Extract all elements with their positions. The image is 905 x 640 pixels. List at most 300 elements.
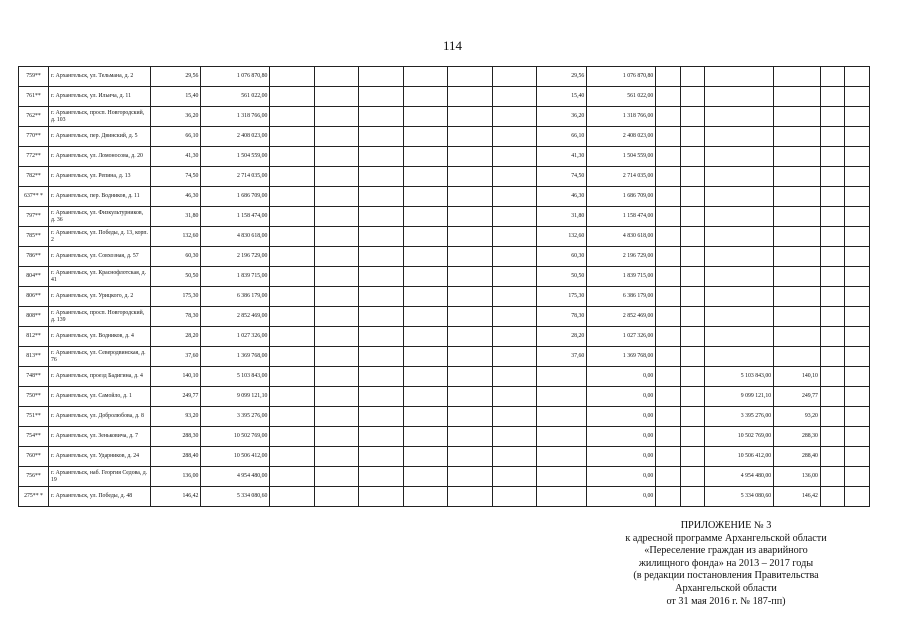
dash-cell [656,127,680,147]
dash-cell [448,227,492,247]
dash-cell [492,187,536,207]
cost-purchase-cell: 10 506 412,00 [705,447,774,467]
dash-cell [359,147,403,167]
area-total-cell: 93,20 [151,407,201,427]
area-total-cell: 146,42 [151,487,201,507]
area-resettlement-cell: 28,20 [537,327,587,347]
dash-cell [820,167,844,187]
dash-cell [270,407,314,427]
dash-cell [403,167,447,187]
dash-cell [820,447,844,467]
cost-resettlement-cell: 0,00 [587,427,656,447]
dash-cell [845,467,870,487]
area-purchase-cell [774,227,821,247]
dash-cell [656,87,680,107]
area-purchase-cell: 136,00 [774,467,821,487]
dash-cell [492,127,536,147]
cost-resettlement-cell: 561 022,00 [587,87,656,107]
dash-cell [492,167,536,187]
dash-cell [656,367,680,387]
cost-total-cell: 5 103 843,00 [201,367,270,387]
cost-purchase-cell [705,87,774,107]
table-row [19,207,870,227]
area-purchase-cell [774,107,821,127]
dash-cell [270,427,314,447]
dash-cell [403,247,447,267]
dash-cell [656,107,680,127]
dash-cell [820,87,844,107]
table-row [19,447,870,467]
address-cell: г. Архангельск, ул. Водников, д. 4 [49,327,151,347]
dash-cell [680,107,704,127]
dash-cell [656,387,680,407]
row-number-cell: 782** [19,167,49,187]
area-total-cell: 78,30 [151,307,201,327]
cost-resettlement-cell: 1 504 559,00 [587,147,656,167]
dash-cell [314,87,358,107]
cost-purchase-cell: 5 334 080,60 [705,487,774,507]
cost-total-cell: 3 395 276,00 [201,407,270,427]
dash-cell [820,387,844,407]
area-purchase-cell [774,147,821,167]
dash-cell [845,367,870,387]
dash-cell [845,107,870,127]
dash-cell [656,67,680,87]
dash-cell [680,167,704,187]
dash-cell [448,347,492,367]
dash-cell [820,247,844,267]
dash-cell [492,367,536,387]
dash-cell [656,427,680,447]
dash-cell [680,187,704,207]
area-resettlement-cell: 66,10 [537,127,587,147]
cost-purchase-cell [705,247,774,267]
address-cell: г. Архангельск, наб. Георгия Седова, д. 19 [49,467,151,487]
cost-total-cell: 9 099 121,10 [201,387,270,407]
dash-cell [359,187,403,207]
dash-cell [680,447,704,467]
dash-cell [359,307,403,327]
address-cell: г. Архангельск, ул. Тельмана, д. 2 [49,67,151,87]
dash-cell [680,307,704,327]
dash-cell [314,287,358,307]
area-resettlement-cell [537,487,587,507]
appendix-line: от 31 мая 2016 г. № 187-пп) [666,595,786,607]
cost-resettlement-cell: 6 386 179,00 [587,287,656,307]
dash-cell [359,167,403,187]
cost-resettlement-cell: 1 839 715,00 [587,267,656,287]
dash-cell [845,127,870,147]
dash-cell [403,107,447,127]
area-total-cell: 41,30 [151,147,201,167]
appendix-line: жилищного фонда» на 2013 – 2017 годы [638,557,814,569]
address-cell: г. Архангельск, ул. Победы, д. 13, корп. 2 [49,227,151,247]
dash-cell [448,67,492,87]
dash-cell [359,227,403,247]
dash-cell [845,87,870,107]
cost-total-cell: 2 714 035,00 [201,167,270,187]
cost-resettlement-cell: 1 027 326,00 [587,327,656,347]
dash-cell [656,167,680,187]
dash-cell [680,347,704,367]
dash-cell [492,327,536,347]
area-total-cell: 175,30 [151,287,201,307]
dash-cell [680,487,704,507]
dash-cell [403,307,447,327]
area-purchase-cell: 288,30 [774,427,821,447]
table-row [19,427,870,447]
dash-cell [820,427,844,447]
area-purchase-cell: 288,40 [774,447,821,467]
dash-cell [492,207,536,227]
address-cell: г. Архангельск, ул. Добролюбова, д. 8 [49,407,151,427]
address-cell: г. Архангельск, ул. Ломоносова, д. 20 [49,147,151,167]
dash-cell [270,267,314,287]
table-row [19,307,870,327]
dash-cell [270,307,314,327]
area-resettlement-cell: 50,50 [537,267,587,287]
area-resettlement-cell: 175,30 [537,287,587,307]
row-number-cell: 772** [19,147,49,167]
dash-cell [845,427,870,447]
area-total-cell: 288,40 [151,447,201,467]
dash-cell [359,407,403,427]
cost-purchase-cell [705,307,774,327]
dash-cell [314,447,358,467]
dash-cell [448,127,492,147]
cost-purchase-cell [705,327,774,347]
cost-resettlement-cell: 0,00 [587,487,656,507]
dash-cell [820,187,844,207]
dash-cell [680,127,704,147]
area-total-cell: 37,60 [151,347,201,367]
dash-cell [448,407,492,427]
cost-total-cell: 1 686 709,00 [201,187,270,207]
dash-cell [403,127,447,147]
area-resettlement-cell: 74,50 [537,167,587,187]
dash-cell [314,367,358,387]
cost-resettlement-cell: 2 852 469,00 [587,307,656,327]
dash-cell [845,307,870,327]
area-total-cell: 288,30 [151,427,201,447]
cost-purchase-cell [705,347,774,367]
dash-cell [492,447,536,467]
dash-cell [845,447,870,467]
dash-cell [314,327,358,347]
dash-cell [656,267,680,287]
table-row [19,67,870,87]
row-number-cell: 750** [19,387,49,407]
dash-cell [448,107,492,127]
cost-purchase-cell: 5 103 843,00 [705,367,774,387]
cost-resettlement-cell: 1 076 870,80 [587,67,656,87]
dash-cell [820,487,844,507]
cost-resettlement-cell: 1 158 474,00 [587,207,656,227]
dash-cell [314,67,358,87]
table-row [19,387,870,407]
dash-cell [403,267,447,287]
dash-cell [270,147,314,167]
area-purchase-cell: 146,42 [774,487,821,507]
dash-cell [492,407,536,427]
area-total-cell: 249,77 [151,387,201,407]
dash-cell [492,287,536,307]
row-number-cell: 808** [19,307,49,327]
cost-purchase-cell [705,187,774,207]
dash-cell [403,207,447,227]
dash-cell [845,227,870,247]
dash-cell [359,247,403,267]
dash-cell [845,267,870,287]
dash-cell [820,267,844,287]
dash-cell [820,307,844,327]
dash-cell [359,267,403,287]
area-resettlement-cell: 36,20 [537,107,587,127]
dash-cell [314,467,358,487]
dash-cell [314,347,358,367]
row-number-cell: 751** [19,407,49,427]
area-total-cell: 36,20 [151,107,201,127]
cost-purchase-cell [705,267,774,287]
cost-resettlement-cell: 1 318 766,00 [587,107,656,127]
dash-cell [403,287,447,307]
dash-cell [656,227,680,247]
area-resettlement-cell [537,367,587,387]
dash-cell [656,347,680,367]
dash-cell [448,247,492,267]
dash-cell [270,207,314,227]
dash-cell [845,207,870,227]
area-total-cell: 140,10 [151,367,201,387]
dash-cell [270,127,314,147]
dash-cell [359,367,403,387]
dash-cell [403,387,447,407]
area-purchase-cell [774,247,821,267]
dash-cell [448,467,492,487]
area-total-cell: 28,20 [151,327,201,347]
cost-resettlement-cell: 0,00 [587,407,656,427]
dash-cell [680,427,704,447]
cost-purchase-cell [705,127,774,147]
area-total-cell: 29,56 [151,67,201,87]
row-number-cell: 275** * [19,487,49,507]
area-purchase-cell [774,267,821,287]
dash-cell [270,87,314,107]
table-row [19,147,870,167]
dash-cell [680,227,704,247]
dash-cell [680,267,704,287]
address-cell: г. Архангельск, ул. Совхозная, д. 57 [49,247,151,267]
area-total-cell: 15,40 [151,87,201,107]
address-cell: г. Архангельск, пер. Водников, д. 11 [49,187,151,207]
dash-cell [845,287,870,307]
dash-cell [820,227,844,247]
dash-cell [270,387,314,407]
row-number-cell: 804** [19,267,49,287]
cost-total-cell: 10 502 769,00 [201,427,270,447]
dash-cell [845,407,870,427]
dash-cell [359,487,403,507]
cost-purchase-cell: 4 954 480,00 [705,467,774,487]
dash-cell [359,207,403,227]
appendix-line: (в редакции постановления Правительства [633,570,819,582]
cost-purchase-cell [705,227,774,247]
area-total-cell: 136,00 [151,467,201,487]
address-cell: г. Архангельск, ул. Краснофлотская, д. 41 [49,267,151,287]
dash-cell [403,427,447,447]
dash-cell [448,207,492,227]
area-total-cell: 74,50 [151,167,201,187]
dash-cell [448,87,492,107]
dash-cell [492,387,536,407]
dash-cell [314,167,358,187]
area-resettlement-cell: 60,30 [537,247,587,267]
area-purchase-cell [774,307,821,327]
dash-cell [448,447,492,467]
dash-cell [820,287,844,307]
dash-cell [270,167,314,187]
area-purchase-cell: 140,10 [774,367,821,387]
address-cell: г. Архангельск, ул. Ударников, д. 24 [49,447,151,467]
area-purchase-cell [774,67,821,87]
cost-total-cell: 4 830 618,00 [201,227,270,247]
area-resettlement-cell: 29,56 [537,67,587,87]
area-purchase-cell: 93,20 [774,407,821,427]
dash-cell [680,87,704,107]
dash-cell [359,87,403,107]
dash-cell [448,307,492,327]
dash-cell [314,267,358,287]
dash-cell [680,467,704,487]
dash-cell [680,147,704,167]
address-cell: г. Архангельск, ул. Урицкого, д. 2 [49,287,151,307]
dash-cell [270,347,314,367]
table-row [19,287,870,307]
table-row [19,347,870,367]
dash-cell [492,87,536,107]
area-purchase-cell [774,207,821,227]
dash-cell [270,287,314,307]
cost-purchase-cell [705,287,774,307]
dash-cell [314,147,358,167]
row-number-cell: 761** [19,87,49,107]
dash-cell [314,127,358,147]
cost-resettlement-cell: 1 686 709,00 [587,187,656,207]
dash-cell [656,407,680,427]
table-row [19,227,870,247]
area-resettlement-cell [537,407,587,427]
dash-cell [680,387,704,407]
dash-cell [845,167,870,187]
dash-cell [314,387,358,407]
dash-cell [270,107,314,127]
dash-cell [314,427,358,447]
area-resettlement-cell [537,447,587,467]
cost-total-cell: 1 369 768,00 [201,347,270,367]
resettlement-table [18,66,870,507]
area-purchase-cell [774,127,821,147]
dash-cell [403,347,447,367]
dash-cell [270,367,314,387]
area-total-cell: 60,30 [151,247,201,267]
dash-cell [656,467,680,487]
cost-total-cell: 1 504 559,00 [201,147,270,167]
dash-cell [656,187,680,207]
cost-purchase-cell: 3 395 276,00 [705,407,774,427]
dash-cell [359,347,403,367]
dash-cell [680,247,704,267]
cost-resettlement-cell: 4 830 618,00 [587,227,656,247]
table-row [19,367,870,387]
dash-cell [845,347,870,367]
cost-purchase-cell [705,147,774,167]
dash-cell [845,67,870,87]
dash-cell [820,67,844,87]
dash-cell [359,427,403,447]
area-resettlement-cell: 41,30 [537,147,587,167]
appendix-line: к адресной программе Архангельской области [625,532,827,544]
cost-total-cell: 1 027 326,00 [201,327,270,347]
area-purchase-cell [774,347,821,367]
table-row [19,107,870,127]
table-row [19,267,870,287]
dash-cell [403,87,447,107]
dash-cell [448,147,492,167]
dash-cell [845,327,870,347]
area-total-cell: 50,50 [151,267,201,287]
dash-cell [820,327,844,347]
dash-cell [403,467,447,487]
cost-resettlement-cell: 1 369 768,00 [587,347,656,367]
address-cell: г. Архангельск, проезд Бадигина, д. 4 [49,367,151,387]
cost-purchase-cell [705,107,774,127]
dash-cell [403,147,447,167]
address-cell: г. Архангельск, ул. Северодвинская, д. 76 [49,347,151,367]
appendix-line: Архангельской области [675,582,777,594]
dash-cell [270,247,314,267]
area-purchase-cell [774,287,821,307]
dash-cell [820,127,844,147]
address-cell: г. Архангельск, ул. Зеньковича, д. 7 [49,427,151,447]
cost-total-cell: 2 852 469,00 [201,307,270,327]
appendix-caption [596,520,856,608]
dash-cell [448,167,492,187]
area-resettlement-cell: 15,40 [537,87,587,107]
dash-cell [492,107,536,127]
dash-cell [820,467,844,487]
cost-total-cell: 1 839 715,00 [201,267,270,287]
cost-purchase-cell [705,167,774,187]
dash-cell [270,327,314,347]
dash-cell [314,407,358,427]
dash-cell [270,447,314,467]
area-resettlement-cell: 31,80 [537,207,587,227]
area-resettlement-cell: 132,60 [537,227,587,247]
table-row [19,127,870,147]
address-cell: г. Архангельск, ул. Самойло, д. 1 [49,387,151,407]
cost-total-cell: 2 196 729,00 [201,247,270,267]
cost-resettlement-cell: 0,00 [587,387,656,407]
dash-cell [845,487,870,507]
dash-cell [680,407,704,427]
dash-cell [403,67,447,87]
cost-total-cell: 4 954 480,00 [201,467,270,487]
row-number-cell: 786** [19,247,49,267]
cost-purchase-cell: 9 099 121,10 [705,387,774,407]
row-number-cell: 797** [19,207,49,227]
dash-cell [314,107,358,127]
dash-cell [270,467,314,487]
